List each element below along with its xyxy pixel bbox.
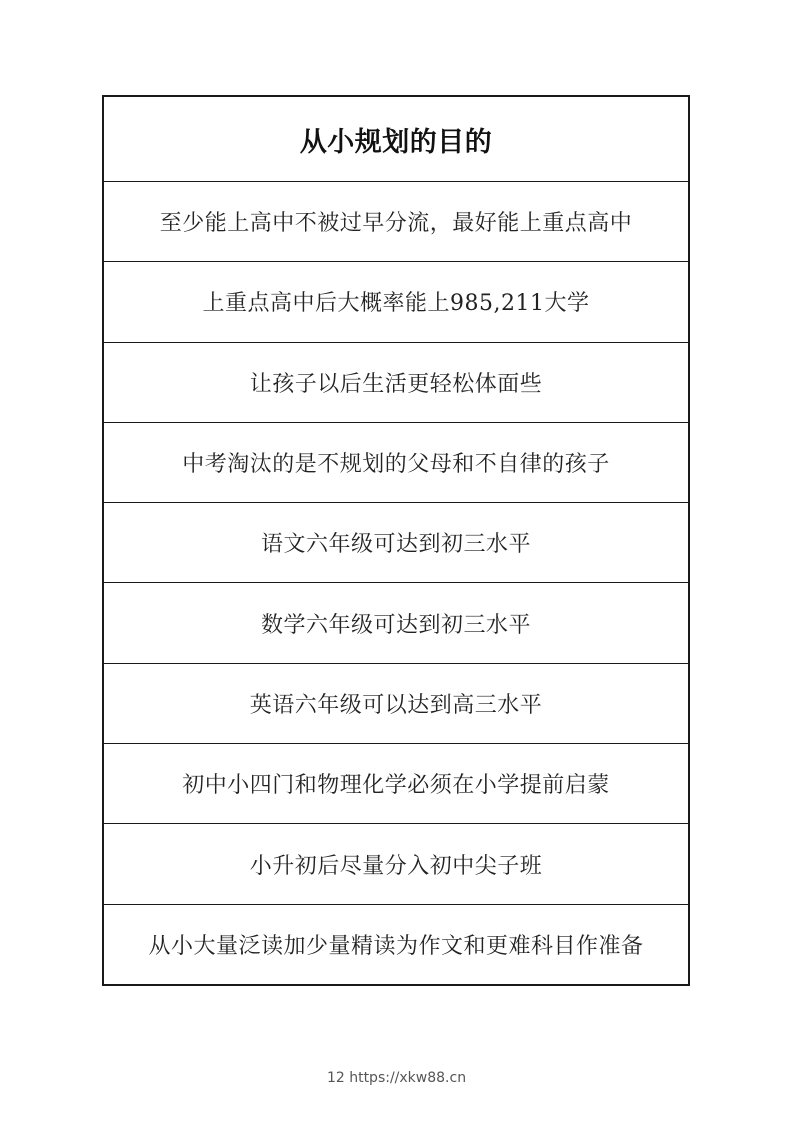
table-row: 让孩子以后生活更轻松体面些 [104, 342, 688, 422]
table-row: 小升初后尽量分入初中尖子班 [104, 823, 688, 903]
table-row: 上重点高中后大概率能上985,211大学 [104, 261, 688, 341]
table-row: 数学六年级可达到初三水平 [104, 582, 688, 662]
page-footer: 12 https://xkw88.cn [326, 1070, 467, 1086]
table-row: 中考淘汰的是不规划的父母和不自律的孩子 [104, 422, 688, 502]
table-row: 英语六年级可以达到高三水平 [104, 663, 688, 743]
table-row: 至少能上高中不被过早分流，最好能上重点高中 [104, 181, 688, 261]
goals-table [102, 95, 690, 986]
table-row: 语文六年级可达到初三水平 [104, 502, 688, 582]
table-title: 从小规划的目的 [299, 126, 493, 158]
table-row: 从小大量泛读加少量精读为作文和更难科目作准备 [104, 904, 688, 984]
table-row: 初中小四门和物理化学必须在小学提前启蒙 [104, 743, 688, 823]
